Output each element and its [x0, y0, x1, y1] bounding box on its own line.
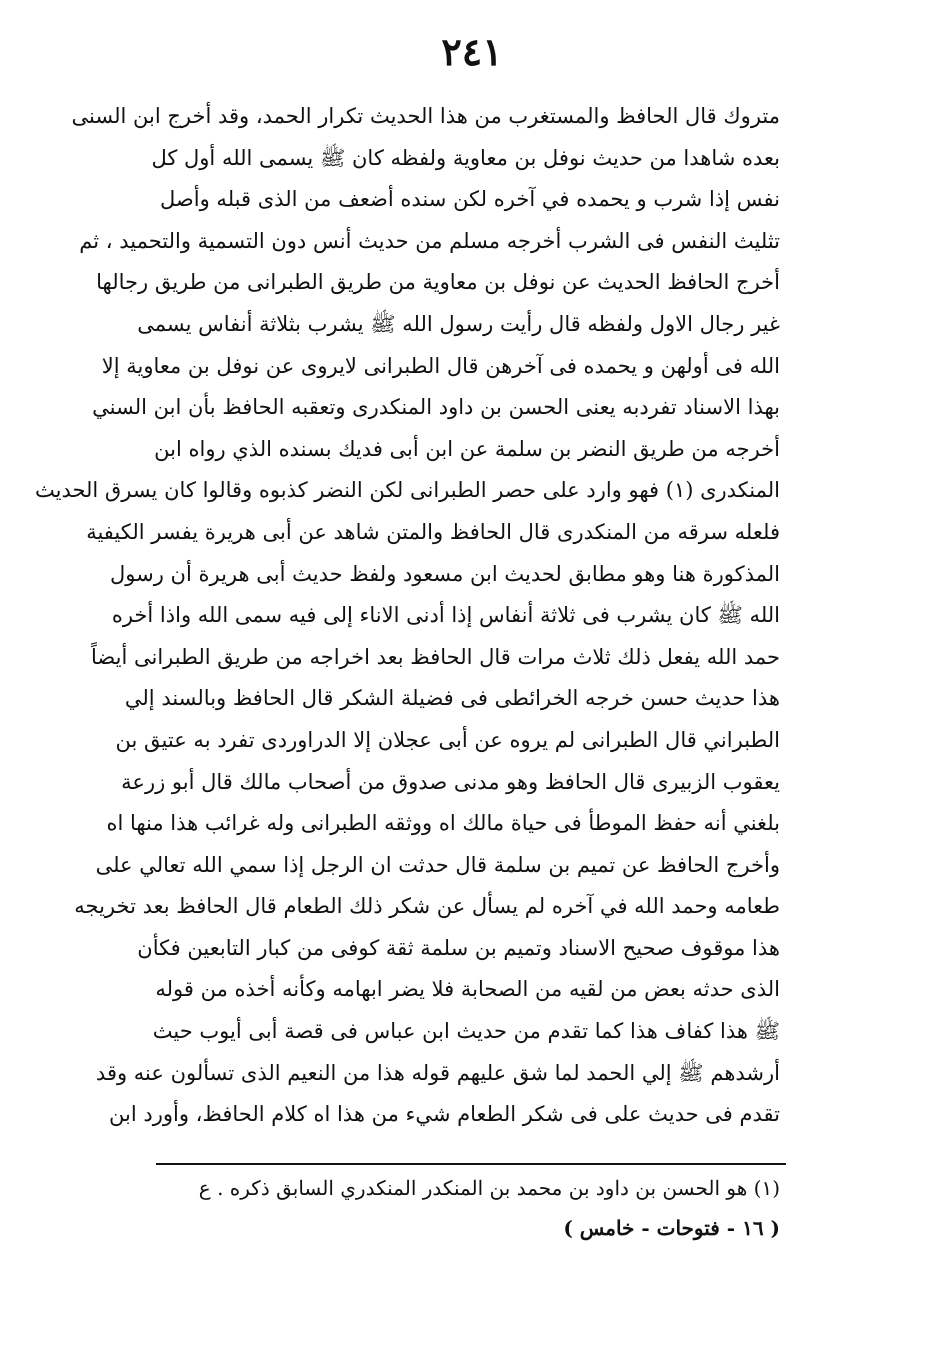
text-line: أرشدهم ﷺ إلي الحمد لما شق عليهم قوله هذا من النعيم الذى تسألون عنه وقد: [95, 1060, 780, 1085]
text-line: حمد الله يفعل ذلك ثلاث مرات قال الحافظ بعد اخراجه من طريق الطبرانى أيضاً: [91, 644, 780, 669]
text-line: يعقوب الزبيرى قال الحافظ وهو مدنى صدوق من أصحاب مالك قال أبو زرعة: [121, 769, 780, 794]
text-line: بهذا الاسناد تفردبه يعنى الحسن بن داود المنكدرى وتعقبه الحافظ بأن ابن السني: [92, 395, 780, 420]
text-line: تقدم فى حديث على فى شكر الطعام شيء من هذا اه كلام الحافظ، وأورد ابن: [109, 1102, 780, 1127]
text-line: الله ﷺ كان يشرب فى ثلاثة أنفاس إذا أدنى الاناء إلى فيه سمى الله واذا أخره: [111, 603, 780, 628]
text-line: بلغني أنه حفظ الموطأ فى حياة مالك اه ووثقه الطبرانى وله غرائب هذا منها اه: [106, 811, 780, 836]
text-line: متروك قال الحافظ والمستغرب من هذا الحديث تكرار الحمد، وقد أخرج ابن السنى: [71, 104, 780, 128]
text-line: فلعله سرقه من المنكدرى قال الحافظ والمتن شاهد عن أبى هريرة يفسر الكيفية: [86, 519, 780, 544]
text-line: نفس إذا شرب و يحمده في آخره لكن سنده أضعف من الذى قبله وأصل: [160, 187, 780, 212]
text-line: أخرجه من طريق النضر بن سلمة عن ابن أبى فديك بسنده الذي رواه ابن: [154, 436, 780, 461]
footnote-divider: [156, 1163, 786, 1165]
text-line: الله فى أولهن و يحمده فى آخرهن قال الطبرانى لايروى عن نوفل بن معاوية إلا: [101, 353, 780, 378]
signature-line: ( ١٦ - فتوحات - خامس ): [563, 1216, 780, 1240]
text-line: بعده شاهدا من حديث نوفل بن معاوية ولفظه كان ﷺ يسمى الله أول كل: [151, 145, 780, 170]
text-line: هذا موقوف صحيح الاسناد وتميم بن سلمة ثقة كوفى من كبار التابعين فكأن: [137, 935, 780, 960]
text-line: وأخرج الحافظ عن تميم بن سلمة قال حدثت ان الرجل إذا سمي الله تعالي على: [95, 852, 780, 877]
text-line: طعامه وحمد الله في آخره لم يسأل عن شكر ذلك الطعام قال الحافظ بعد تخريجه: [74, 894, 780, 919]
text-line: غير رجال الاول ولفظه قال رأيت رسول الله ﷺ يشرب بثلاثة أنفاس يسمى: [137, 311, 780, 336]
footnote: (١) هو الحسن بن داود بن محمد بن المنكدر المنكدري السابق ذكره . ع: [198, 1176, 780, 1200]
text-line: هذا حديث حسن خرجه الخرائطى فى فضيلة الشكر قال الحافظ وبالسند إلي: [124, 686, 780, 711]
text-line: الطبراني قال الطبرانى لم يروه عن أبى عجلان إلا الدراوردى تفرد به عتيق بن: [115, 727, 780, 752]
text-line: المذكورة هنا وهو مطابق لحديث ابن مسعود ولفظ حديث أبى هريرة أن رسول: [110, 561, 780, 586]
text-line: المنكدرى (١) فهو وارد على حصر الطبرانى لكن النضر كذبوه وقالوا كان يسرق الحديث: [34, 478, 780, 503]
text-line: أخرج الحافظ الحديث عن نوفل بن معاوية من طريق الطبرانى من طريق رجالها: [96, 270, 780, 295]
text-line: الذى حدثه بعض من لقيه من الصحابة فلا يضر ابهامه وكأنه أخذه من قوله: [155, 977, 780, 1002]
text-line: تثليث النفس فى الشرب أخرجه مسلم من حديث أنس دون التسمية والتحميد ، ثم: [79, 228, 780, 253]
main-text: [34, 96, 780, 1136]
page-number: ٢٤١: [441, 29, 503, 74]
text-line: ﷺ هذا كفاف هذا كما تقدم من حديث ابن عباس فى قصة أبى أيوب حيث: [152, 1019, 780, 1044]
